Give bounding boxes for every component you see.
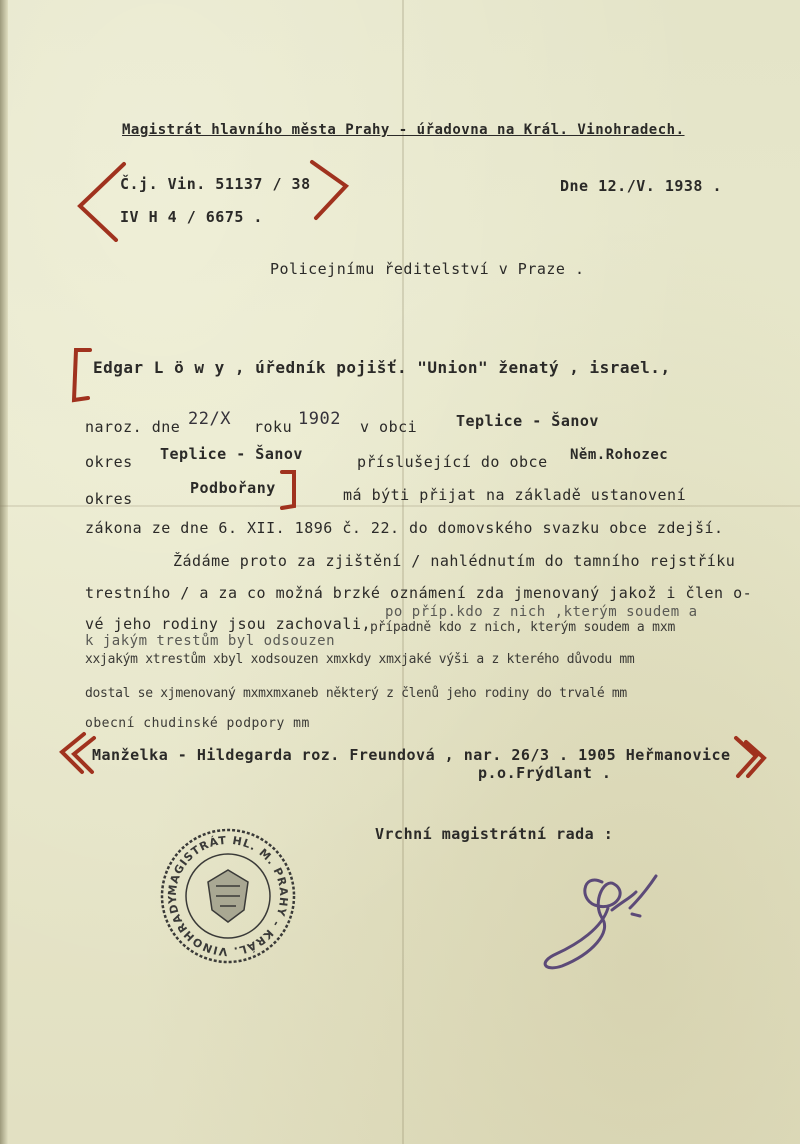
law-text: zákona ze dne 6. XII. 1896 č. 22. do domovského svazku obce zdejší. [85,519,724,537]
district2-value: Podbořany [190,479,276,497]
birth-place: Teplice - Šanov [456,412,599,430]
struck-line-3: dostal se xjmenovaný mxmxmxaneb některý z členů jeho rodiny do trvalé mm [85,686,627,701]
signoff-title: Vrchní magistrátní rada : [375,825,614,843]
request-line-3: vé jeho rodiny jsou zachoval [85,615,352,633]
struck-line-2: xxjakým xtrestům xbyl xodsouzen xmxkdy xmxjaké výši a z kterého důvodu mm [85,652,635,667]
district-value: Teplice - Šanov [160,445,303,463]
red-bracket-person-open [64,346,94,404]
red-bracket-person-close [278,468,300,512]
insert-below-text: k jakým trestům byl odsouzen [85,633,336,649]
office-heading: Magistrát hlavního města Prahy - úřadovna na Král. Vinohradech. [122,122,685,138]
struck-line-4: obecní chudinské podpory mm [85,716,310,731]
fold-line-vertical [402,0,404,1144]
year-label: roku [254,418,293,436]
place-label: v obci [360,418,418,436]
born-day: 22/X [188,409,231,429]
red-double-chevron-right [730,734,768,780]
district2-label: okres [85,490,133,508]
handwritten-signature [532,862,662,974]
red-angle-bracket-right [306,158,352,222]
person-name-line: Edgar L ö w y , úředník pojišť. "Union" ženatý , israel., [93,358,671,377]
reference-number-1: Č.j. Vin. 51137 / 38 [120,175,311,193]
svg-text:MAGISTRÁT HL. M. PRAHY - KRÁL.: MAGISTRÁT HL. M. PRAHY - KRÁL. VINOHRADY [165,833,291,959]
struck-line-1: případně kdo z nich, kterým soudem a mxm [370,620,676,635]
official-seal-stamp [158,826,298,966]
belongs-label: příslušející do obce [357,453,548,471]
paper-edge [0,0,8,1144]
born-year: 1902 [298,409,341,429]
document-date: Dne 12./V. 1938 . [560,177,723,195]
home-town: Něm.Rohozec [570,447,669,463]
insert-above-text: po příp.kdo z nich ,kterým soudem a [385,604,698,620]
recipient-line: Policejnímu ředitelství v Praze . [270,260,585,278]
red-angle-bracket-left [72,160,132,242]
request-line-3-end: i, [352,615,372,633]
wife-line-1: Manželka - Hildegarda roz. Freundová , nar. 26/3 . 1905 Heřmanovice [92,746,731,764]
born-label: naroz. dne [85,418,181,436]
request-line-2: trestního / a za co možná brzké oznámení zda jmenovaný jakož i člen o- [85,584,753,602]
district-label: okres [85,453,133,471]
request-line-1: Žádáme proto za zjištění / nahlédnutím do tamního rejstříku [173,552,736,570]
admit-text: má býti přijat na základě ustanovení [343,486,687,504]
wife-line-2: p.o.Frýdlant . [478,764,612,782]
reference-number-2: IV H 4 / 6675 . [120,208,263,226]
